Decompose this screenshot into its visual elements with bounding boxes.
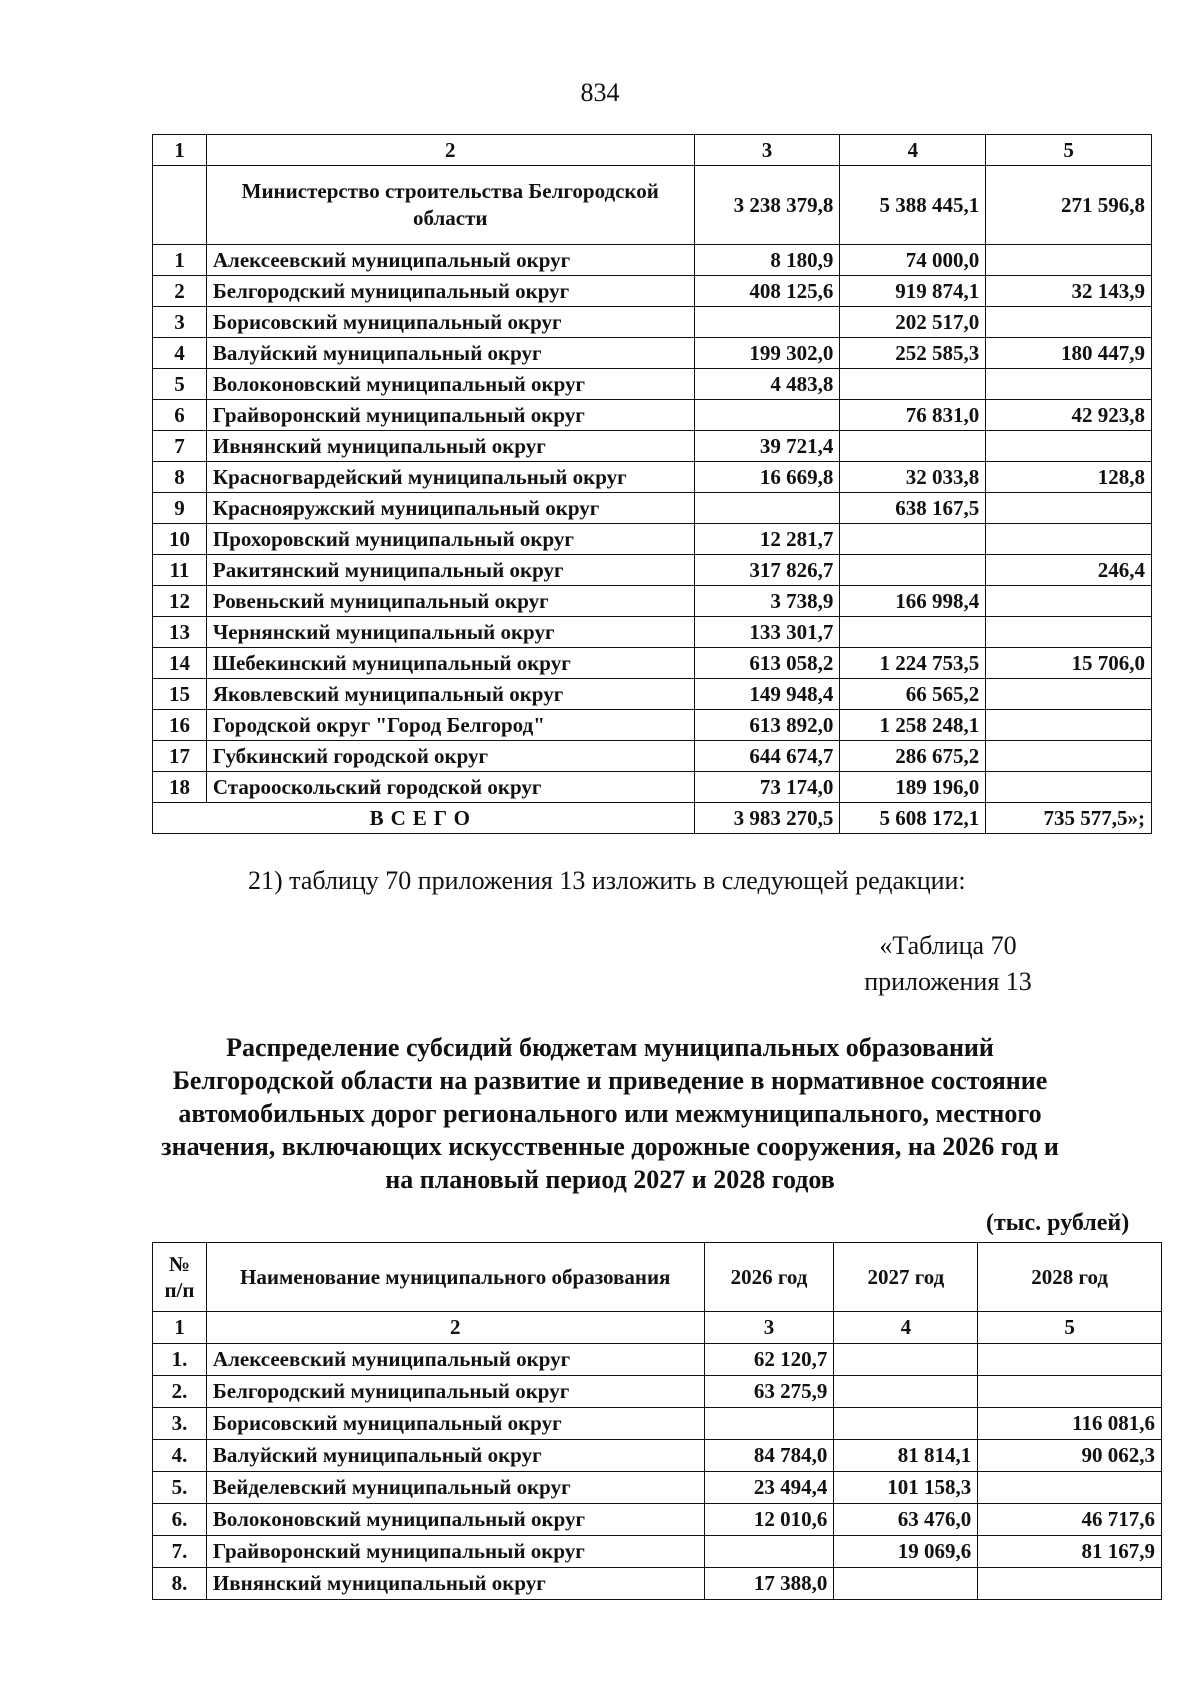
column-number-row <box>153 1312 1162 1344</box>
table-row <box>153 1568 1162 1600</box>
total-label: ВСЕГО <box>153 803 695 834</box>
value-2026: 84 784,0 <box>704 1440 834 1472</box>
value-col-4: 76 831,0 <box>840 400 986 431</box>
table-row <box>153 555 1152 586</box>
header-row <box>153 1243 1162 1312</box>
value-col-5 <box>986 772 1152 803</box>
value-col-3: 16 669,8 <box>694 462 840 493</box>
header-name: Наименование муниципального образования <box>206 1243 704 1312</box>
value-2028 <box>978 1344 1162 1376</box>
district-name: Белгородский муниципальный округ <box>206 1376 704 1408</box>
total-value-4: 5 608 172,1 <box>840 803 986 834</box>
table-row <box>153 1504 1162 1536</box>
value-col-3 <box>694 400 840 431</box>
value-col-4 <box>840 431 986 462</box>
col-number-5: 5 <box>978 1312 1162 1344</box>
ministry-num-cell <box>153 166 207 245</box>
row-number: 13 <box>153 617 207 648</box>
district-name: Валуйский муниципальный округ <box>206 338 694 369</box>
value-col-5: 42 923,8 <box>986 400 1152 431</box>
value-2027: 101 158,3 <box>834 1472 978 1504</box>
header-year-2027: 2027 год <box>834 1243 978 1312</box>
table-row <box>153 400 1152 431</box>
value-col-4: 166 998,4 <box>840 586 986 617</box>
district-name: Старооскольский городской округ <box>206 772 694 803</box>
value-col-3 <box>694 493 840 524</box>
ministry-value-3: 3 238 379,8 <box>694 166 840 245</box>
value-col-4 <box>840 555 986 586</box>
table-row <box>153 772 1152 803</box>
col-number-5: 5 <box>986 135 1152 166</box>
district-name: Грайворонский муниципальный округ <box>206 400 694 431</box>
row-number: 8. <box>153 1568 207 1600</box>
value-col-5 <box>986 710 1152 741</box>
value-col-4 <box>840 524 986 555</box>
row-number: 7 <box>153 431 207 462</box>
col-number-3: 3 <box>704 1312 834 1344</box>
table-row <box>153 586 1152 617</box>
value-col-5 <box>986 586 1152 617</box>
table-row <box>153 1472 1162 1504</box>
table-row <box>153 1536 1162 1568</box>
table-row <box>153 617 1152 648</box>
district-name: Краснояружский муниципальный округ <box>206 493 694 524</box>
caption-line-2: приложения 13 <box>864 967 1032 997</box>
row-number: 3 <box>153 307 207 338</box>
value-col-3 <box>694 307 840 338</box>
row-number: 2. <box>153 1376 207 1408</box>
row-number: 7. <box>153 1536 207 1568</box>
row-number: 5. <box>153 1472 207 1504</box>
value-col-5: 32 143,9 <box>986 276 1152 307</box>
table-row <box>153 741 1152 772</box>
value-2027 <box>834 1344 978 1376</box>
total-row <box>153 803 1152 834</box>
district-name: Чернянский муниципальный округ <box>206 617 694 648</box>
caption-line-1: «Таблица 70 <box>879 931 1017 960</box>
value-2028: 116 081,6 <box>978 1408 1162 1440</box>
row-number: 2 <box>153 276 207 307</box>
value-2028 <box>978 1376 1162 1408</box>
value-col-5 <box>986 617 1152 648</box>
value-2027: 63 476,0 <box>834 1504 978 1536</box>
value-col-5 <box>986 524 1152 555</box>
header-num: № п/п <box>153 1243 207 1312</box>
value-col-3: 317 826,7 <box>694 555 840 586</box>
ministry-value-5: 271 596,8 <box>986 166 1152 245</box>
col-number-2: 2 <box>206 1312 704 1344</box>
value-col-3: 3 738,9 <box>694 586 840 617</box>
district-name: Ровеньский муниципальный округ <box>206 586 694 617</box>
value-col-4: 32 033,8 <box>840 462 986 493</box>
value-col-3: 4 483,8 <box>694 369 840 400</box>
table-caption <box>858 928 1038 1001</box>
table-row <box>153 1376 1162 1408</box>
value-col-4: 189 196,0 <box>840 772 986 803</box>
value-col-3: 644 674,7 <box>694 741 840 772</box>
value-2027 <box>834 1376 978 1408</box>
col-number-4: 4 <box>840 135 986 166</box>
table-row <box>153 462 1152 493</box>
budget-table-continuation <box>152 134 1152 834</box>
header-year-2026: 2026 год <box>704 1243 834 1312</box>
row-number: 1. <box>153 1344 207 1376</box>
value-2027 <box>834 1408 978 1440</box>
row-number: 4. <box>153 1440 207 1472</box>
col-number-1: 1 <box>153 135 207 166</box>
table-row <box>153 369 1152 400</box>
value-2028: 46 717,6 <box>978 1504 1162 1536</box>
value-col-3: 613 058,2 <box>694 648 840 679</box>
value-col-4: 202 517,0 <box>840 307 986 338</box>
row-number: 6 <box>153 400 207 431</box>
row-number: 8 <box>153 462 207 493</box>
row-number: 3. <box>153 1408 207 1440</box>
value-col-4: 1 224 753,5 <box>840 648 986 679</box>
row-number: 17 <box>153 741 207 772</box>
district-name: Алексеевский муниципальный округ <box>206 1344 704 1376</box>
district-name: Городской округ "Город Белгород" <box>206 710 694 741</box>
district-name: Прохоровский муниципальный округ <box>206 524 694 555</box>
district-name: Красногвардейский муниципальный округ <box>206 462 694 493</box>
value-col-5 <box>986 307 1152 338</box>
value-2026: 23 494,4 <box>704 1472 834 1504</box>
value-2028 <box>978 1472 1162 1504</box>
row-number: 16 <box>153 710 207 741</box>
table-row <box>153 648 1152 679</box>
value-col-5: 180 447,9 <box>986 338 1152 369</box>
value-col-4 <box>840 617 986 648</box>
value-col-3: 149 948,4 <box>694 679 840 710</box>
value-col-3: 12 281,7 <box>694 524 840 555</box>
value-col-4: 919 874,1 <box>840 276 986 307</box>
value-2026: 63 275,9 <box>704 1376 834 1408</box>
row-number: 11 <box>153 555 207 586</box>
district-name: Волоконовский муниципальный округ <box>206 1504 704 1536</box>
value-col-3: 199 302,0 <box>694 338 840 369</box>
value-col-4: 638 167,5 <box>840 493 986 524</box>
value-2026: 12 010,6 <box>704 1504 834 1536</box>
col-number-1: 1 <box>153 1312 207 1344</box>
header-year-2028: 2028 год <box>978 1243 1162 1312</box>
ministry-row <box>153 166 1152 245</box>
table-row <box>153 524 1152 555</box>
district-name: Борисовский муниципальный округ <box>206 1408 704 1440</box>
total-value-5: 735 577,5»; <box>986 803 1152 834</box>
value-col-5 <box>986 431 1152 462</box>
units-label: (тыс. рублей) <box>986 1210 1130 1236</box>
value-col-4: 252 585,3 <box>840 338 986 369</box>
value-2028: 90 062,3 <box>978 1440 1162 1472</box>
page-number: 834 <box>580 78 620 107</box>
district-name: Белгородский муниципальный округ <box>206 276 694 307</box>
value-2027: 19 069,6 <box>834 1536 978 1568</box>
total-value-3: 3 983 270,5 <box>694 803 840 834</box>
table-row <box>153 1344 1162 1376</box>
table-row <box>153 493 1152 524</box>
row-number: 15 <box>153 679 207 710</box>
table-row <box>153 1440 1162 1472</box>
row-number: 10 <box>153 524 207 555</box>
value-col-4: 1 258 248,1 <box>840 710 986 741</box>
row-number: 18 <box>153 772 207 803</box>
subsidy-table <box>152 1242 1162 1600</box>
col-number-4: 4 <box>834 1312 978 1344</box>
table-heading: Распределение субсидий бюджетам муниципальных образований Белгородской области на развитие и приведение в нормативное состояние автомобильных дорог регионального или межмуниципального, местного значения, включающих искусственные дорожные сооружения, на 2026 год и на плановый период 2027 и 2028 годов <box>161 1033 1059 1195</box>
value-col-5 <box>986 493 1152 524</box>
value-2027: 81 814,1 <box>834 1440 978 1472</box>
value-col-3: 39 721,4 <box>694 431 840 462</box>
value-col-5 <box>986 679 1152 710</box>
column-number-row <box>153 135 1152 166</box>
value-col-4: 74 000,0 <box>840 245 986 276</box>
table-row <box>153 276 1152 307</box>
value-col-5: 128,8 <box>986 462 1152 493</box>
row-number: 6. <box>153 1504 207 1536</box>
district-name: Борисовский муниципальный округ <box>206 307 694 338</box>
value-2026: 17 388,0 <box>704 1568 834 1600</box>
district-name: Ивнянский муниципальный округ <box>206 1568 704 1600</box>
table-row <box>153 710 1152 741</box>
value-col-5 <box>986 741 1152 772</box>
row-number: 5 <box>153 369 207 400</box>
value-2026: 62 120,7 <box>704 1344 834 1376</box>
value-2028: 81 167,9 <box>978 1536 1162 1568</box>
value-col-3: 613 892,0 <box>694 710 840 741</box>
district-name: Шебекинский муниципальный округ <box>206 648 694 679</box>
value-col-4: 286 675,2 <box>840 741 986 772</box>
table-row <box>153 338 1152 369</box>
district-name: Яковлевский муниципальный округ <box>206 679 694 710</box>
district-name: Губкинский городской округ <box>206 741 694 772</box>
row-number: 1 <box>153 245 207 276</box>
district-name: Алексеевский муниципальный округ <box>206 245 694 276</box>
table-row <box>153 679 1152 710</box>
value-col-4 <box>840 369 986 400</box>
row-number: 9 <box>153 493 207 524</box>
ministry-name: Министерство строительства Белгородской области <box>206 166 694 245</box>
district-name: Волоконовский муниципальный округ <box>206 369 694 400</box>
table-row <box>153 307 1152 338</box>
value-col-3: 133 301,7 <box>694 617 840 648</box>
value-col-3: 73 174,0 <box>694 772 840 803</box>
value-2028 <box>978 1568 1162 1600</box>
value-col-3: 408 125,6 <box>694 276 840 307</box>
row-number: 14 <box>153 648 207 679</box>
instruction-text: 21) таблицу 70 приложения 13 изложить в следующей редакции: <box>248 866 966 895</box>
table-row <box>153 1408 1162 1440</box>
table-row <box>153 431 1152 462</box>
value-2027 <box>834 1568 978 1600</box>
value-2026 <box>704 1408 834 1440</box>
value-col-5: 15 706,0 <box>986 648 1152 679</box>
row-number: 12 <box>153 586 207 617</box>
table-row <box>153 245 1152 276</box>
value-col-4: 66 565,2 <box>840 679 986 710</box>
ministry-value-4: 5 388 445,1 <box>840 166 986 245</box>
value-col-5 <box>986 245 1152 276</box>
district-name: Ивнянский муниципальный округ <box>206 431 694 462</box>
value-col-3: 8 180,9 <box>694 245 840 276</box>
col-number-2: 2 <box>206 135 694 166</box>
district-name: Грайворонский муниципальный округ <box>206 1536 704 1568</box>
value-col-5 <box>986 369 1152 400</box>
district-name: Ракитянский муниципальный округ <box>206 555 694 586</box>
district-name: Вейделевский муниципальный округ <box>206 1472 704 1504</box>
row-number: 4 <box>153 338 207 369</box>
col-number-3: 3 <box>694 135 840 166</box>
value-2026 <box>704 1536 834 1568</box>
district-name: Валуйский муниципальный округ <box>206 1440 704 1472</box>
value-col-5: 246,4 <box>986 555 1152 586</box>
